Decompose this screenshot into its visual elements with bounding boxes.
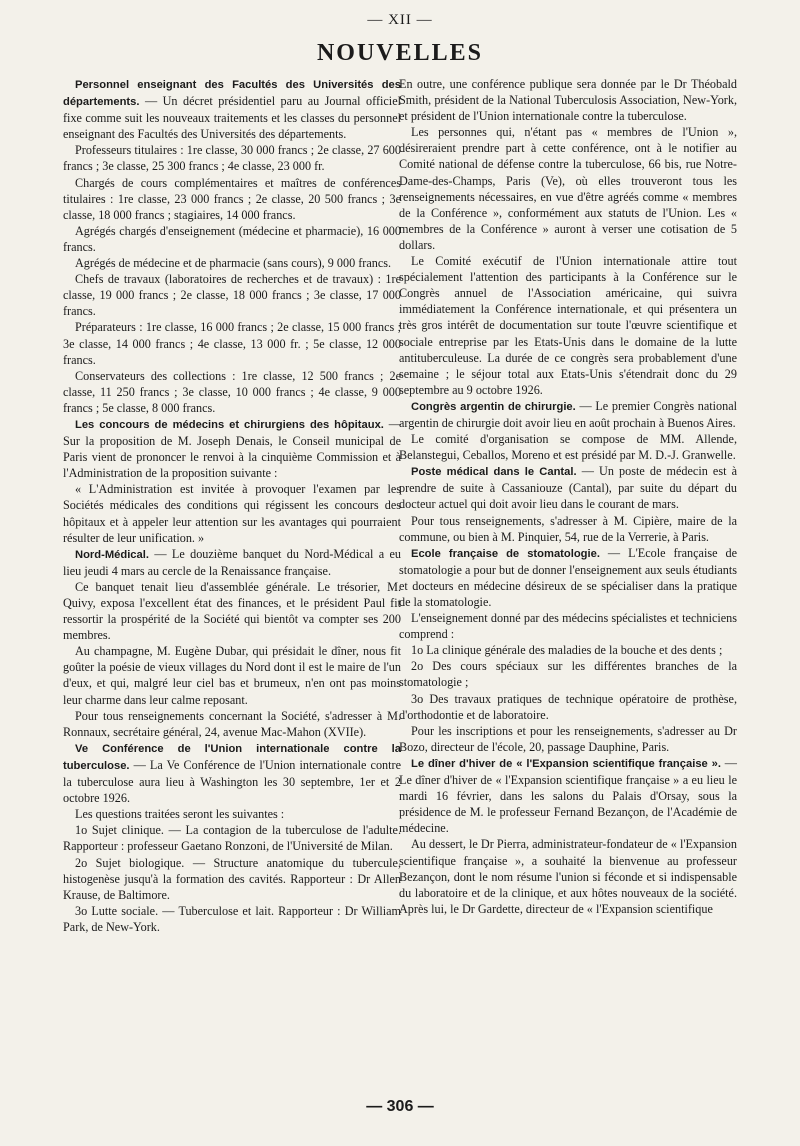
paragraph-text: Le Comité exécutif de l'Union internationale attire tout spécialement l'attention des participants à la Conférence sur le Congrès annuel de l'Association américaine, qui suivra immédiatement la Conférence internationale, et qui présentera un très gros intérêt de documentation sur toute l'œuvre scientifique et sociale entreprise par les Etats-Unis dans le domaine de la lutte antituberculeuse. La durée de ce congrès sera probablement d'une semaine ; le séjour total aux Etats-Unis s'étendrait donc du 29 septembre au 9 octobre 1926. [399,254,737,397]
paragraph-text: Les questions traitées seront les suivantes : [75,807,285,822]
paragraph [399,76,737,124]
paragraph-text: — La Ve Conférence de l'Union internationale contre la tuberculose aura lieu à Washington les 30 septembre, 1er et 2 octobre 1926. [63,757,401,806]
paragraph-text: Pour les inscriptions et pour les renseignements, s'adresser au Dr Bozo, directeur de l'école, 20, passage Dauphine, Paris. [399,723,737,754]
paragraph-text: — Le premier Congrès national argentin de chirurgie doit avoir lieu en août prochain à Buenos Aires. [399,398,737,430]
paragraph-text: « L'Administration est invitée à provoquer l'examen par les Sociétés médicales des conditions qui régissent les concours des hôpitaux et à appeler leur attention sur les avantages qui pourraient résulter de leur unification. » [63,482,401,545]
paragraph [399,642,737,658]
paragraph [399,691,737,723]
paragraph [63,806,401,822]
paragraph [399,545,737,610]
paragraph-text: 1o La clinique générale des maladies de la bouche et des dents ; [411,643,723,658]
paragraph-text: — Un décret présidentiel paru au Journal officiel fixe comme suit les nouveaux traitements et les classes du personnel enseignant des Facultés des Universités des départements. [63,94,401,142]
paragraph-text: Professeurs titulaires : 1re classe, 30 000 francs ; 2e classe, 27 600 francs ; 3e classe, 25 300 francs ; 4e classe, 23 000 fr. [63,143,401,174]
paragraph-text: — L'Ecole française de stomatologie a pour but de donner l'enseignement aux seuls étudiants et docteurs en médecine désireux de se spécialiser dans la pratique de la stomatologie. [399,545,737,609]
paragraph [63,708,401,740]
paragraph [63,368,401,416]
paragraph-heading: Congrès argentin de chirurgie. [411,400,576,413]
paragraph-text: Au champagne, M. Eugène Dubar, qui présidait le dîner, nous fit goûter la poésie de vieux villages du Nord dont il est le maire de l'un d'eux, et qui, malgré leur ciel bas et brumeux, n'en ont pas moins leur charme dans leur calme reposant. [63,644,401,707]
paragraph-text: Les personnes qui, n'étant pas « membres de l'Union », désireraient prendre part à cette conférence, ont à le notifier au Comité national de défense contre la tuberculose, 66 bis, rue Notre-Dame-des-Champs, Paris (Ve), où elles trouveront tous les renseignements nécessaires, en vue d'être agréés comme « membres de la Conférence », conformément aux statuts de l'Union. Les « membres de la Conférence » auront à verser une cotisation de 5 dollars. [399,125,737,252]
paragraph [63,903,401,935]
paragraph-heading: Les concours de médecins et chirurgiens des hôpitaux. [75,418,384,431]
paragraph-text: Au dessert, le Dr Pierra, administrateur-fondateur de « l'Expansion scientifique française », a souhaité la bienvenue au professeur Bezançon, dont le nom résume l'union si féconde et si indispensable du laboratoire et de la clinique, et aux hôtes nouveaux de la société. Après lui, le Dr Gardette, directeur de « l'Expansion scientifique [399,837,737,916]
paragraph [399,658,737,690]
paragraph-text: Préparateurs : 1re classe, 16 000 francs ; 2e classe, 15 000 francs ; 3e classe, 14 000 francs ; 4e classe, 13 000 fr. ; 5e classe, 12 000 francs. [63,320,401,367]
paragraph-text: 1o Sujet clinique. — La contagion de la tuberculose de l'adulte. Rapporteur : professeur Gaetano Ronzoni, de l'Université de Milan. [63,823,401,854]
paragraph-text: — Sur la proposition de M. Joseph Denais, le Conseil municipal de Paris vient de prononcer le renvoi à la cinquième Commission et à l'Administration de la proposition suivante : [63,416,401,481]
paragraph-text: Agrégés de médecine et de pharmacie (sans cours), 9 000 francs. [75,256,392,271]
paragraph [63,76,401,142]
paragraph-text: Pour tous renseignements concernant la Société, s'adresser à M. Ronnaux, secrétaire général, 24, avenue Mac-Mahon (XVIIe). [63,708,401,739]
paragraph [63,175,401,223]
right-column [399,76,737,917]
page-number: — 306 — [366,1098,434,1115]
paragraph [399,513,737,545]
paragraph [63,319,401,367]
paragraph [399,755,737,836]
paragraph [63,822,401,854]
paragraph-text: Agrégés chargés d'enseignement (médecine et pharmacie), 16 000 francs. [63,223,401,254]
paragraph-text: Le comité d'organisation se compose de MM. Allende, Belanstegui, Ceballos, Moreno et est présidé par M. D.-J. Granwelle. [399,432,737,463]
paragraph-text: Chargés de cours complémentaires et maîtres de conférences titulaires : 1re classe, 23 000 francs ; 2e classe, 20 500 francs ; 3e classe, 18 000 francs ; stagiaires, 14 000 francs. [63,175,401,222]
paragraph [399,610,737,642]
paragraph [399,836,737,916]
paragraph [63,579,401,643]
paragraph [399,253,737,398]
paragraph-text: 3o Lutte sociale. — Tuberculose et lait. Rapporteur : Dr William Park, de New-York. [63,903,401,934]
paragraph-text: 3o Des travaux pratiques de technique opératoire de prothèse, d'orthodontie et de laboratoire. [399,691,737,722]
paragraph-text: — Le dîner d'hiver de « l'Expansion scientifique française » a eu lieu le mardi 16 février, dans les salons du Palais d'Orsay, sous la présidence de M. le professeur Fernand Bezançon, de l'Académie de médecine. [399,755,737,836]
left-column [63,76,401,935]
paragraph [63,142,401,174]
paragraph [63,643,401,707]
paragraph [63,546,401,579]
paragraph-heading: Ve Conférence de l'Union internationale contre la tuberculose. [63,742,401,772]
section-title: NOUVELLES [316,40,484,66]
paragraph [63,255,401,271]
paragraph [63,271,401,319]
paragraph [63,416,401,481]
paragraph [399,463,737,512]
paragraph-heading: Poste médical dans le Cantal. [411,466,577,479]
paragraph-text: — Un poste de médecin est à prendre de suite à Cassaniouze (Cantal), par suite du départ du docteur actuel qui doit avoir lieu dans le courant de mars. [399,464,737,512]
paragraph [63,855,401,903]
paragraph-text: Pour tous renseignements, s'adresser à M. Cipière, maire de la commune, ou bien à M. Pinquier, 54, rue de la Verrerie, à Paris. [399,513,737,544]
paragraph-heading: Nord-Médical. [75,548,149,561]
page-roman-numeral: — XII — [367,12,433,28]
paragraph-text: Ce banquet tenait lieu d'assemblée générale. Le trésorier, M. Quivy, exposa l'excellent état des finances, et le président Paul fit ressortir la prospérité de la Société qui bientôt va compter ses 200 membres. [63,579,401,643]
paragraph [399,723,737,755]
paragraph [399,124,737,253]
paragraph [399,398,737,431]
paragraph-text: — Le douzième banquet du Nord-Médical a eu lieu jeudi 4 mars au cercle de la Renaissance française. [63,546,401,578]
paragraph-heading: Personnel enseignant des Facultés des Universités des départements. [63,79,401,109]
paragraph [63,740,401,806]
paragraph-text: Chefs de travaux (laboratoires de recherches et de travaux) : 1re classe, 19 000 francs ; 2e classe, 18 000 francs ; 3e classe, 17 000 francs. [63,272,401,319]
paragraph-text: En outre, une conférence publique sera donnée par le Dr Théobald Smith, président de la National Tuberculosis Association, New-York, et président de l'Union internationale contre la tuberculose. [399,77,737,124]
paragraph-text: 2o Sujet biologique. — Structure anatomique du tubercule, histogenèse jusqu'à la formation des cavités. Rapporteur : Dr Allen Krause, de Baltimore. [63,855,401,902]
paragraph-heading: Le dîner d'hiver de « l'Expansion scientifique française ». [411,757,721,770]
paragraph-text: Conservateurs des collections : 1re classe, 12 500 francs ; 2e classe, 11 250 francs ; 3e classe, 10 000 francs ; 4e classe, 9 000 francs ; 5e classe, 8 000 francs. [63,368,401,415]
paragraph-text: 2o Des cours spéciaux sur les différentes branches de la stomatologie ; [399,659,737,690]
paragraph-heading: Ecole française de stomatologie. [411,547,600,560]
paragraph [63,481,401,545]
paragraph [63,223,401,255]
paragraph-text: L'enseignement donné par des médecins spécialistes et techniciens comprend : [399,611,737,642]
paragraph [399,431,737,463]
